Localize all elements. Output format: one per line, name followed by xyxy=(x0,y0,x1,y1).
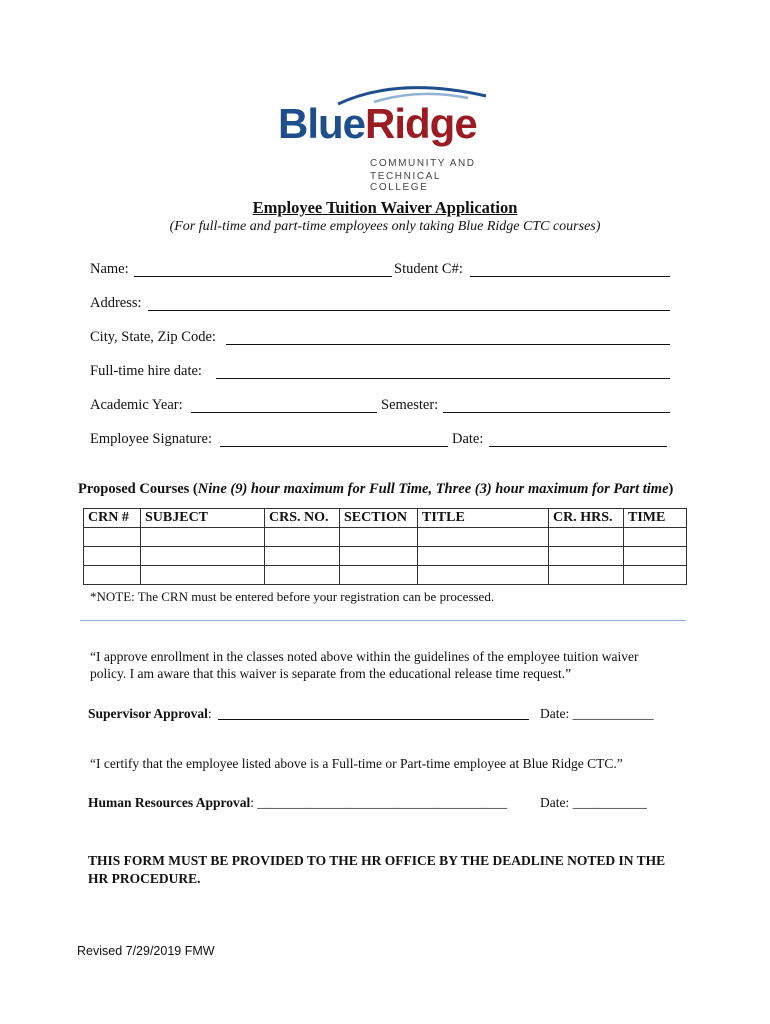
academic-year-field[interactable] xyxy=(191,412,377,413)
table-cell[interactable] xyxy=(265,547,340,566)
date-field[interactable] xyxy=(489,446,667,447)
name-field[interactable] xyxy=(134,276,392,277)
supervisor-date[interactable]: Date: ____________ xyxy=(540,706,654,721)
table-cell[interactable] xyxy=(84,566,141,585)
deadline-notice: THIS FORM MUST BE PROVIDED TO THE HR OFFICE BY THE DEADLINE NOTED IN THE HR PROCEDURE. xyxy=(88,853,666,886)
col-crs-no: CRS. NO. xyxy=(265,509,340,528)
table-cell[interactable] xyxy=(141,528,265,547)
hr-approval-field[interactable]: Human Resources Approval: _____________________________________ xyxy=(88,795,508,810)
student-c-field[interactable] xyxy=(470,276,670,277)
courses-table xyxy=(83,508,687,585)
student-c-label: Student C#: xyxy=(394,261,463,277)
address-field[interactable] xyxy=(148,310,670,311)
col-title: TITLE xyxy=(418,509,549,528)
approval-statement: “I approve enrollment in the classes noted above within the guidelines of the employee tuition waiver policy. I am aware that this waiver is separate from the educational release time request.” xyxy=(90,649,639,681)
address-label: Address: xyxy=(90,295,142,311)
col-section: SECTION xyxy=(340,509,418,528)
table-cell[interactable] xyxy=(340,566,418,585)
section-divider xyxy=(80,620,686,621)
table-cell[interactable] xyxy=(265,528,340,547)
table-cell[interactable] xyxy=(84,547,141,566)
logo-subtitle-line1: COMMUNITY AND xyxy=(370,158,476,169)
college-logo xyxy=(278,82,494,193)
table-row xyxy=(84,528,687,547)
table-cell[interactable] xyxy=(418,547,549,566)
table-cell[interactable] xyxy=(549,547,624,566)
table-cell[interactable] xyxy=(549,528,624,547)
hire-date-field[interactable] xyxy=(216,378,670,379)
col-time: TIME xyxy=(624,509,687,528)
table-cell[interactable] xyxy=(418,566,549,585)
certification-statement: “I certify that the employee listed above is a Full-time or Part-time employee at Blue Ridge CTC.” xyxy=(90,756,623,771)
semester-label: Semester: xyxy=(381,397,439,413)
table-cell[interactable] xyxy=(340,547,418,566)
hr-date[interactable]: Date: ___________ xyxy=(540,795,647,810)
logo-subtitle-line2: TECHNICAL COLLEGE xyxy=(370,171,441,193)
table-cell[interactable] xyxy=(624,528,687,547)
proposed-courses-heading: Proposed Courses (Nine (9) hour maximum for Full Time, Three (3) hour maximum for Part time) xyxy=(78,481,674,497)
table-cell[interactable] xyxy=(340,528,418,547)
logo-wordmark: BlueRidge xyxy=(278,100,477,147)
form-subtitle: (For full-time and part-time employees only taking Blue Ridge CTC courses) xyxy=(169,219,601,234)
crn-note: *NOTE: The CRN must be entered before your registration can be processed. xyxy=(90,589,495,604)
table-row xyxy=(84,566,687,585)
form-title: Employee Tuition Waiver Application xyxy=(252,198,518,217)
signature-field[interactable] xyxy=(220,446,448,447)
table-cell[interactable] xyxy=(141,566,265,585)
semester-field[interactable] xyxy=(443,412,670,413)
date-label: Date: xyxy=(452,431,484,447)
city-state-zip-label: City, State, Zip Code: xyxy=(90,329,216,345)
signature-label: Employee Signature: xyxy=(90,431,213,447)
revision-footer: Revised 7/29/2019 FMW xyxy=(77,944,215,958)
table-cell[interactable] xyxy=(624,547,687,566)
city-state-zip-field[interactable] xyxy=(226,344,670,345)
col-cr-hrs: CR. HRS. xyxy=(549,509,624,528)
col-crn: CRN # xyxy=(84,509,141,528)
table-row xyxy=(84,547,687,566)
table-cell[interactable] xyxy=(549,566,624,585)
table-header-row xyxy=(84,509,687,528)
name-label: Name: xyxy=(90,261,129,277)
table-cell[interactable] xyxy=(141,547,265,566)
table-cell[interactable] xyxy=(418,528,549,547)
table-cell[interactable] xyxy=(84,528,141,547)
table-cell[interactable] xyxy=(265,566,340,585)
supervisor-approval-label: Supervisor Approval: xyxy=(88,706,212,721)
table-cell[interactable] xyxy=(624,566,687,585)
supervisor-signature-field[interactable] xyxy=(218,719,529,720)
hire-date-label: Full-time hire date: xyxy=(90,363,202,379)
col-subject: SUBJECT xyxy=(141,509,265,528)
academic-year-label: Academic Year: xyxy=(90,397,183,413)
